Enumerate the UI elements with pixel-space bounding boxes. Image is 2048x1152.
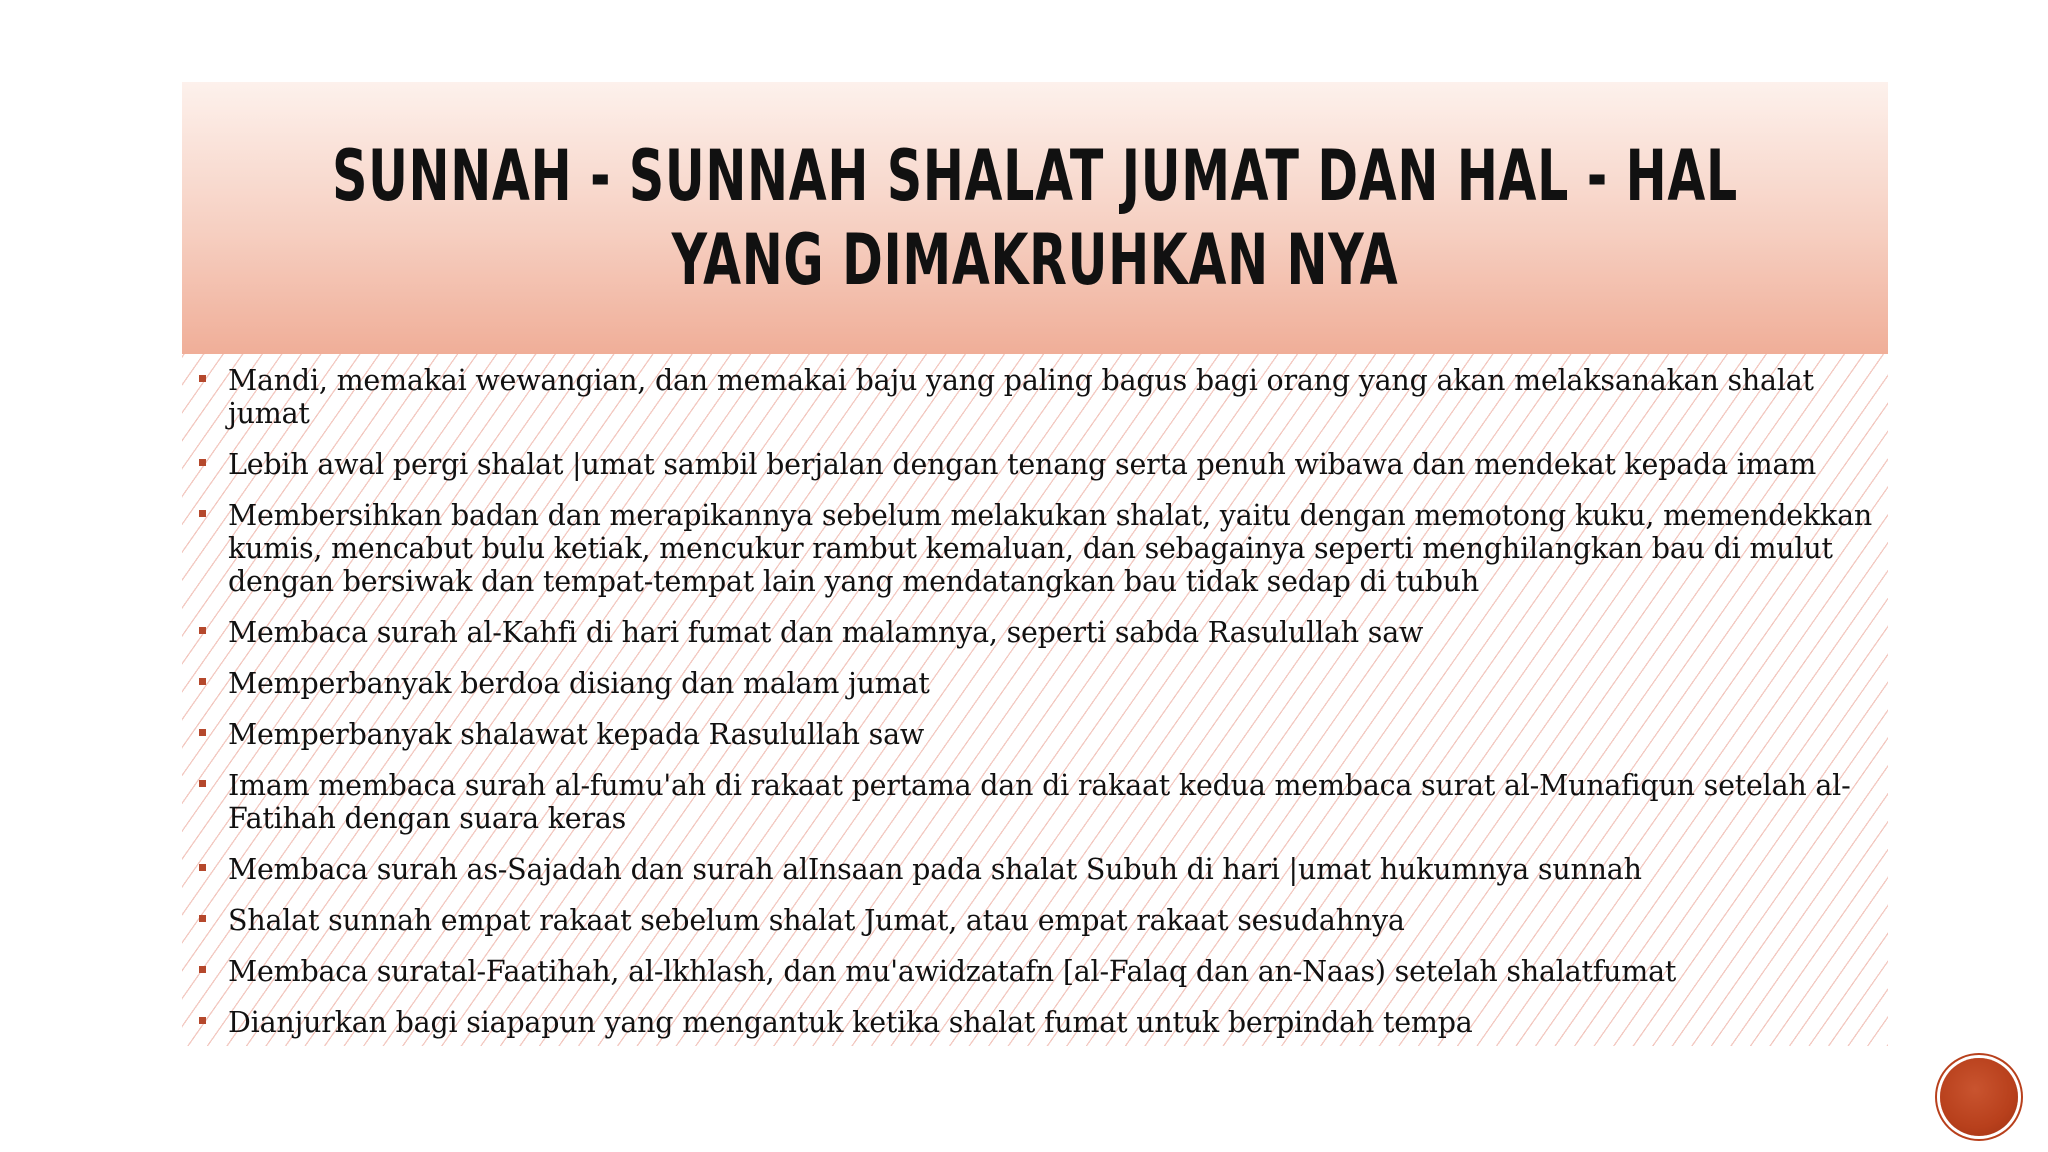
bullet-text: Memperbanyak shalawat kepada Rasulullah saw	[228, 718, 925, 751]
bullet-text: Imam membaca surah al-fumu'ah di rakaat pertama dan di rakaat kedua membaca surat al-Munafiqun setelah al-Fatihah dengan suara keras	[228, 769, 1851, 835]
list-item	[196, 667, 1880, 700]
square-bullet-icon	[199, 915, 206, 922]
list-item	[196, 718, 1880, 751]
bullet-text: Shalat sunnah empat rakaat sebelum shalat Jumat, atau empat rakaat sesudahnya	[228, 904, 1405, 937]
bullet-text: Membaca surah al-Kahfi di hari fumat dan malamnya, seperti sabda Rasulullah saw	[228, 616, 1424, 649]
list-item	[196, 904, 1880, 937]
list-item	[196, 769, 1880, 835]
bullet-text: Membersihkan badan dan merapikannya sebelum melakukan shalat, yaitu dengan memotong kuku, memendekkan kumis, mencabut bulu ketiak, mencukur rambut kemaluan, dan sebagainya seperti menghilangkan bau di mulut dengan bersiwak dan tempat-tempat lain yang mendatangkan bau tidak sedap di tubuh	[228, 499, 1873, 598]
slide-title: SUNNAH - SUNNAH SHALAT JUMAT DAN HAL - HAL YANG DIMAKRUHKAN NYA	[332, 135, 1738, 301]
square-bullet-icon	[199, 459, 206, 466]
square-bullet-icon	[199, 678, 206, 685]
list-item	[196, 616, 1880, 649]
bullet-list	[196, 364, 1880, 1057]
square-bullet-icon	[199, 627, 206, 634]
bullet-text: Mandi, memakai wewangian, dan memakai baju yang paling bagus bagi orang yang akan melaksanakan shalat jumat	[228, 364, 1814, 430]
list-item	[196, 499, 1880, 598]
square-bullet-icon	[199, 375, 206, 382]
list-item	[196, 955, 1880, 988]
list-item	[196, 364, 1880, 430]
square-bullet-icon	[199, 729, 206, 736]
bullet-text: Memperbanyak berdoa disiang dan malam jumat	[228, 667, 930, 700]
bullet-text: Membaca suratal-Faatihah, al-lkhlash, dan mu'awidzatafn [al-Falaq dan an-Naas) setelah shalatfumat	[228, 955, 1677, 988]
bullet-text: Lebih awal pergi shalat |umat sambil berjalan dengan tenang serta penuh wibawa dan mendekat kepada imam	[228, 448, 1817, 481]
square-bullet-icon	[199, 1017, 206, 1024]
slide-nav-button[interactable]	[1940, 1058, 2018, 1136]
list-item	[196, 1006, 1880, 1039]
title-band	[182, 82, 1888, 354]
square-bullet-icon	[199, 864, 206, 871]
square-bullet-icon	[199, 780, 206, 787]
square-bullet-icon	[199, 510, 206, 517]
bullet-text: Dianjurkan bagi siapapun yang mengantuk ketika shalat fumat untuk berpindah tempa	[228, 1006, 1473, 1039]
square-bullet-icon	[199, 966, 206, 973]
list-item	[196, 853, 1880, 886]
bullet-text: Membaca surah as-Sajadah dan surah alInsaan pada shalat Subuh di hari |umat hukumnya sunnah	[228, 853, 1642, 886]
list-item	[196, 448, 1880, 481]
